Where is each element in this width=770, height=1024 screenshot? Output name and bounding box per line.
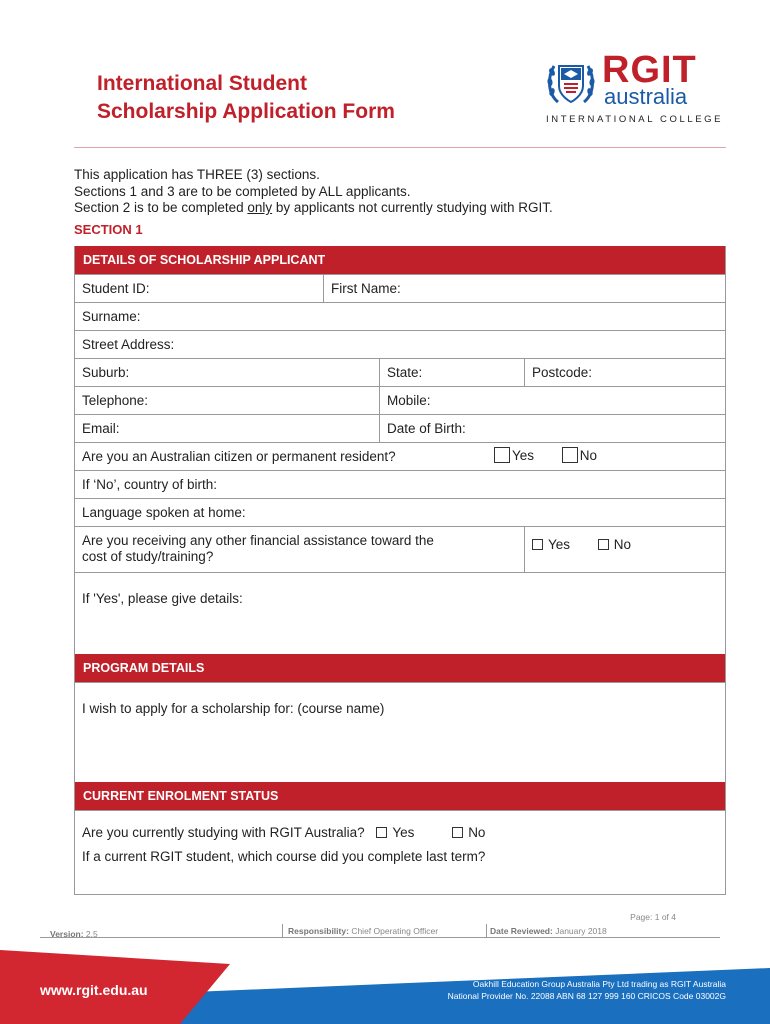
date-reviewed-value: January 2018 <box>555 926 607 936</box>
responsibility-label: Responsibility: <box>288 926 349 936</box>
applicant-details-header: DETAILS OF SCHOLARSHIP APPLICANT <box>75 246 725 274</box>
footer-divider-1 <box>282 924 283 938</box>
row-surname <box>75 302 725 330</box>
company-line1: Oakhill Education Group Australia Pty Ltd trading as RGIT Australia <box>472 979 726 989</box>
row-language <box>75 498 725 526</box>
version-info <box>50 929 98 939</box>
intro-line1: This application has THREE (3) sections. <box>74 167 320 182</box>
enrolment-content <box>75 811 725 894</box>
citizen-no-checkbox[interactable] <box>562 447 578 463</box>
studying-no-checkbox[interactable] <box>452 827 463 838</box>
row-citizen <box>75 442 725 470</box>
row-phone <box>75 386 725 414</box>
intro-line3-post: by applicants not currently studying with RGIT. <box>272 200 553 215</box>
website-link[interactable]: www.rgit.edu.au <box>40 982 148 998</box>
first-name-field[interactable] <box>323 275 725 302</box>
mobile-field[interactable] <box>379 387 725 414</box>
program-details-header: PROGRAM DETAILS <box>75 654 725 682</box>
intro-line3-emphasis: only <box>247 200 273 215</box>
row-id-name <box>75 274 725 302</box>
enrolment-status-header: CURRENT ENROLMENT STATUS <box>75 782 725 810</box>
intro-line2: Sections 1 and 3 are to be completed by ALL applicants. <box>74 183 411 199</box>
date-reviewed-label: Date Reviewed: <box>490 926 553 936</box>
logo-sub: australia <box>604 84 688 109</box>
student-id-label: Student ID: <box>82 281 150 296</box>
postcode-field[interactable] <box>524 359 725 386</box>
row-street <box>75 330 725 358</box>
telephone-field[interactable] <box>75 387 379 414</box>
citizen-yes-checkbox[interactable] <box>494 447 510 463</box>
application-form <box>74 246 726 895</box>
studying-no-label: No <box>468 825 486 840</box>
row-email <box>75 414 725 442</box>
email-field[interactable] <box>75 415 379 442</box>
version-label: Version: <box>50 929 84 939</box>
course-name-label: I wish to apply for a scholarship for: (course name) <box>82 701 385 716</box>
footer-divider-2 <box>486 924 487 938</box>
row-suburb <box>75 358 725 386</box>
financial-no-label: No <box>613 537 632 552</box>
financial-details-label: If 'Yes', please give details: <box>82 591 243 606</box>
laurel-crest-icon <box>544 56 598 110</box>
date-reviewed-info <box>490 926 607 936</box>
logo-brand: RGIT <box>602 49 697 91</box>
form-title-line1: International Student <box>97 72 307 95</box>
date-of-birth-label: Date of Birth: <box>387 421 466 436</box>
header-divider <box>74 147 726 148</box>
form-title <box>97 70 395 126</box>
suburb-field[interactable] <box>75 359 379 386</box>
version-value: 2.5 <box>85 929 98 939</box>
logo-tagline: INTERNATIONAL COLLEGE <box>546 114 724 125</box>
country-of-birth-label: If ‘No’, country of birth: <box>82 477 218 492</box>
mobile-label: Mobile: <box>387 393 431 408</box>
email-label: Email: <box>82 421 120 436</box>
financial-no-checkbox[interactable] <box>598 539 609 550</box>
row-enrolment <box>75 810 725 894</box>
company-line2: National Provider No. 22088 ABN 68 127 999 160 CRICOS Code 03002G <box>447 991 726 1001</box>
studying-question-label: Are you currently studying with RGIT Australia? <box>82 825 365 840</box>
intro-text <box>74 167 553 217</box>
postcode-label: Postcode: <box>532 365 593 380</box>
country-of-birth-field[interactable] <box>75 471 725 498</box>
financial-question <box>75 527 524 572</box>
financial-yes-checkbox[interactable] <box>532 539 543 550</box>
street-address-field[interactable] <box>75 331 725 358</box>
financial-question-line2: cost of study/training? <box>82 549 214 564</box>
row-course <box>75 682 725 782</box>
financial-yes-label: Yes <box>548 537 571 552</box>
responsibility-info <box>288 926 438 936</box>
row-details <box>75 572 725 654</box>
company-info <box>448 978 726 1002</box>
financial-question-line1: Are you receiving any other financial assistance toward the <box>82 533 434 548</box>
rgit-logo <box>540 49 724 128</box>
course-name-field[interactable] <box>75 683 725 782</box>
last-course-question: If a current RGIT student, which course did you complete last term? <box>82 849 486 864</box>
citizen-no-label: No <box>579 448 598 463</box>
studying-yes-label: Yes <box>392 825 415 840</box>
state-label: State: <box>387 365 423 380</box>
street-address-label: Street Address: <box>82 337 175 352</box>
language-field[interactable] <box>75 499 725 526</box>
citizen-options <box>487 443 725 470</box>
financial-details-field[interactable] <box>75 573 725 654</box>
row-country-birth <box>75 470 725 498</box>
first-name-label: First Name: <box>331 281 401 296</box>
financial-options <box>524 527 725 572</box>
form-title-line2: Scholarship Application Form <box>97 100 395 123</box>
language-label: Language spoken at home: <box>82 505 246 520</box>
responsibility-value: Chief Operating Officer <box>351 926 439 936</box>
state-field[interactable] <box>379 359 524 386</box>
citizen-question <box>75 443 487 470</box>
telephone-label: Telephone: <box>82 393 149 408</box>
section-1-label: SECTION 1 <box>74 222 143 237</box>
suburb-label: Suburb: <box>82 365 130 380</box>
intro-line3 <box>74 200 553 217</box>
footer-meta <box>40 910 720 938</box>
row-financial <box>75 526 725 572</box>
citizen-question-label: Are you an Australian citizen or permanent resident? <box>82 449 396 464</box>
citizen-yes-label: Yes <box>512 448 535 463</box>
page-number: Page: 1 of 4 <box>630 912 676 922</box>
studying-question-line <box>82 821 718 845</box>
student-id-field[interactable] <box>75 275 323 302</box>
date-of-birth-field[interactable] <box>379 415 725 442</box>
surname-label: Surname: <box>82 309 141 324</box>
studying-yes-checkbox[interactable] <box>376 827 387 838</box>
intro-line3-pre: Section 2 is to be completed <box>74 200 248 215</box>
surname-field[interactable] <box>75 303 725 330</box>
